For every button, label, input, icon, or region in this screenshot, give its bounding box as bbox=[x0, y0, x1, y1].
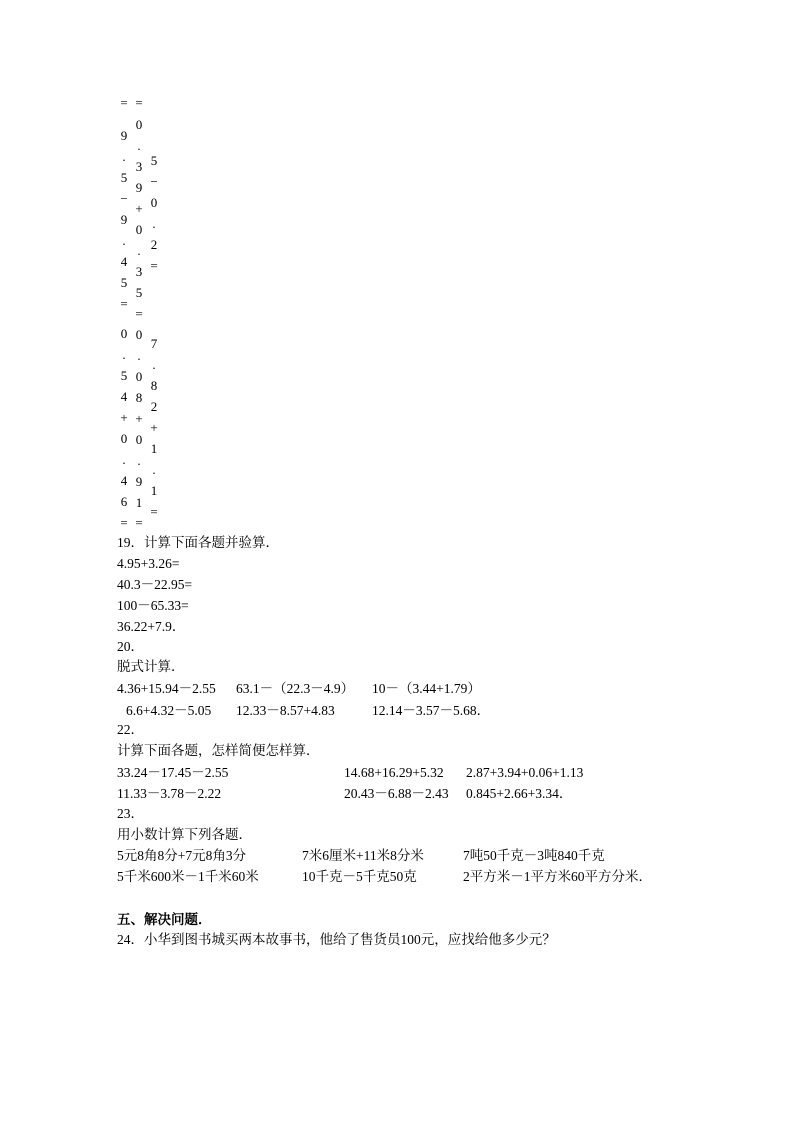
vertical-char: 9 bbox=[120, 128, 128, 143]
vertical-char: 8 bbox=[135, 390, 143, 405]
vertical-char: 2 bbox=[150, 237, 158, 252]
q22-expr-5: 20.43－6.88－2.43 bbox=[344, 786, 449, 801]
vertical-char: − bbox=[150, 174, 158, 189]
q20-title: 脱式计算． bbox=[117, 659, 185, 674]
vertical-char: . bbox=[137, 453, 141, 468]
vertical-char: + bbox=[150, 420, 158, 435]
vertical-char: 0 bbox=[135, 432, 143, 447]
vertical-char: = bbox=[135, 515, 143, 530]
vertical-char: . bbox=[137, 138, 141, 153]
q22-expr-2: 14.68+16.29+5.32 bbox=[344, 765, 444, 780]
vertical-char: . bbox=[137, 348, 141, 363]
vertical-char: 4 bbox=[120, 389, 128, 404]
vertical-char: + bbox=[135, 201, 143, 216]
q22-number: 22． bbox=[117, 722, 144, 737]
vertical-char: 1 bbox=[150, 441, 158, 456]
q20-expr-4: 6.6+4.32－5.05 bbox=[126, 703, 212, 718]
q23-expr-5: 10千克－5千克50克 bbox=[302, 869, 417, 884]
q19-item-2: 40.3－22.95= bbox=[117, 577, 193, 592]
vertical-char: = bbox=[135, 95, 143, 110]
vertical-char: 4 bbox=[120, 473, 128, 488]
vertical-char: . bbox=[137, 243, 141, 258]
vertical-char: 1 bbox=[150, 483, 158, 498]
vertical-char: . bbox=[152, 216, 156, 231]
vertical-char: 5 bbox=[120, 368, 128, 383]
vertical-char: = bbox=[150, 504, 158, 519]
q22-expr-1: 33.24－17.45－2.55 bbox=[117, 765, 229, 780]
vertical-char: 0 bbox=[135, 117, 143, 132]
vertical-char: . bbox=[122, 149, 126, 164]
vertical-char: 4 bbox=[120, 254, 128, 269]
q19-item-3: 100－65.33= bbox=[117, 598, 189, 613]
q20-number: 20． bbox=[117, 639, 144, 654]
q23-expr-1: 5元8角8分+7元8角3分 bbox=[117, 848, 247, 863]
q20-expr-1: 4.36+15.94－2.55 bbox=[117, 681, 216, 696]
vertical-char: = bbox=[120, 515, 128, 530]
vertical-char: 0 bbox=[120, 326, 128, 341]
q24-text: 24．小华到图书城买两本故事书，他给了售货员100元，应找给他多少元？ bbox=[117, 932, 556, 947]
q23-expr-2: 7米6厘米+11米8分米 bbox=[302, 848, 424, 863]
vertical-char: 0 bbox=[120, 431, 128, 446]
vertical-char: + bbox=[120, 410, 128, 425]
vertical-char: = bbox=[120, 296, 128, 311]
q20-expr-5: 12.33－8.57+4.83 bbox=[236, 703, 335, 718]
vertical-char: . bbox=[122, 347, 126, 362]
vertical-char: . bbox=[152, 462, 156, 477]
vertical-char: = bbox=[135, 306, 143, 321]
q19-item-4: 36.22+7.9． bbox=[117, 619, 186, 634]
vertical-char: 8 bbox=[150, 378, 158, 393]
vertical-char: 5 bbox=[135, 285, 143, 300]
vertical-char: 7 bbox=[150, 336, 158, 351]
section-5-heading: 五、解决问题． bbox=[117, 912, 212, 927]
q22-expr-6: 0.845+2.66+3.34． bbox=[466, 786, 573, 801]
q23-number: 23． bbox=[117, 806, 144, 821]
vertical-char: . bbox=[122, 233, 126, 248]
vertical-char: . bbox=[152, 357, 156, 372]
q19-item-1: 4.95+3.26= bbox=[117, 556, 180, 571]
vertical-char: 5 bbox=[120, 275, 128, 290]
q23-title: 用小数计算下列各题． bbox=[117, 827, 252, 842]
vertical-char: 0 bbox=[135, 222, 143, 237]
vertical-char: 2 bbox=[150, 399, 158, 414]
vertical-char: 9 bbox=[135, 474, 143, 489]
q23-expr-3: 7吨50千克－3吨840千克 bbox=[463, 848, 605, 863]
vertical-char: 0 bbox=[150, 195, 158, 210]
q23-expr-4: 5千米600米－1千米60米 bbox=[117, 869, 259, 884]
q20-expr-3: 10－（3.44+1.79） bbox=[372, 681, 481, 696]
vertical-char: − bbox=[120, 191, 128, 206]
vertical-char: 3 bbox=[135, 264, 143, 279]
vertical-char: 3 bbox=[135, 159, 143, 174]
q19-title: 19．计算下面各题并验算． bbox=[117, 535, 279, 550]
q23-expr-6: 2平方米－1平方米60平方分米． bbox=[463, 869, 652, 884]
vertical-char: = bbox=[150, 258, 158, 273]
q22-expr-3: 2.87+3.94+0.06+1.13 bbox=[466, 765, 584, 780]
vertical-char: 0 bbox=[135, 369, 143, 384]
q20-expr-6: 12.14－3.57－5.68． bbox=[372, 703, 491, 718]
vertical-char: 9 bbox=[135, 180, 143, 195]
vertical-char: 6 bbox=[120, 494, 128, 509]
vertical-char: 5 bbox=[150, 153, 158, 168]
vertical-char: 1 bbox=[135, 495, 143, 510]
q20-expr-2: 63.1－（22.3－4.9） bbox=[236, 681, 355, 696]
vertical-char: 5 bbox=[120, 170, 128, 185]
vertical-char: . bbox=[122, 452, 126, 467]
q22-expr-4: 11.33－3.78－2.22 bbox=[117, 786, 222, 801]
vertical-char: = bbox=[120, 95, 128, 110]
vertical-char: 9 bbox=[120, 212, 128, 227]
q22-title: 计算下面各题，怎样简便怎样算． bbox=[117, 743, 320, 758]
vertical-char: + bbox=[135, 411, 143, 426]
vertical-char: 0 bbox=[135, 327, 143, 342]
